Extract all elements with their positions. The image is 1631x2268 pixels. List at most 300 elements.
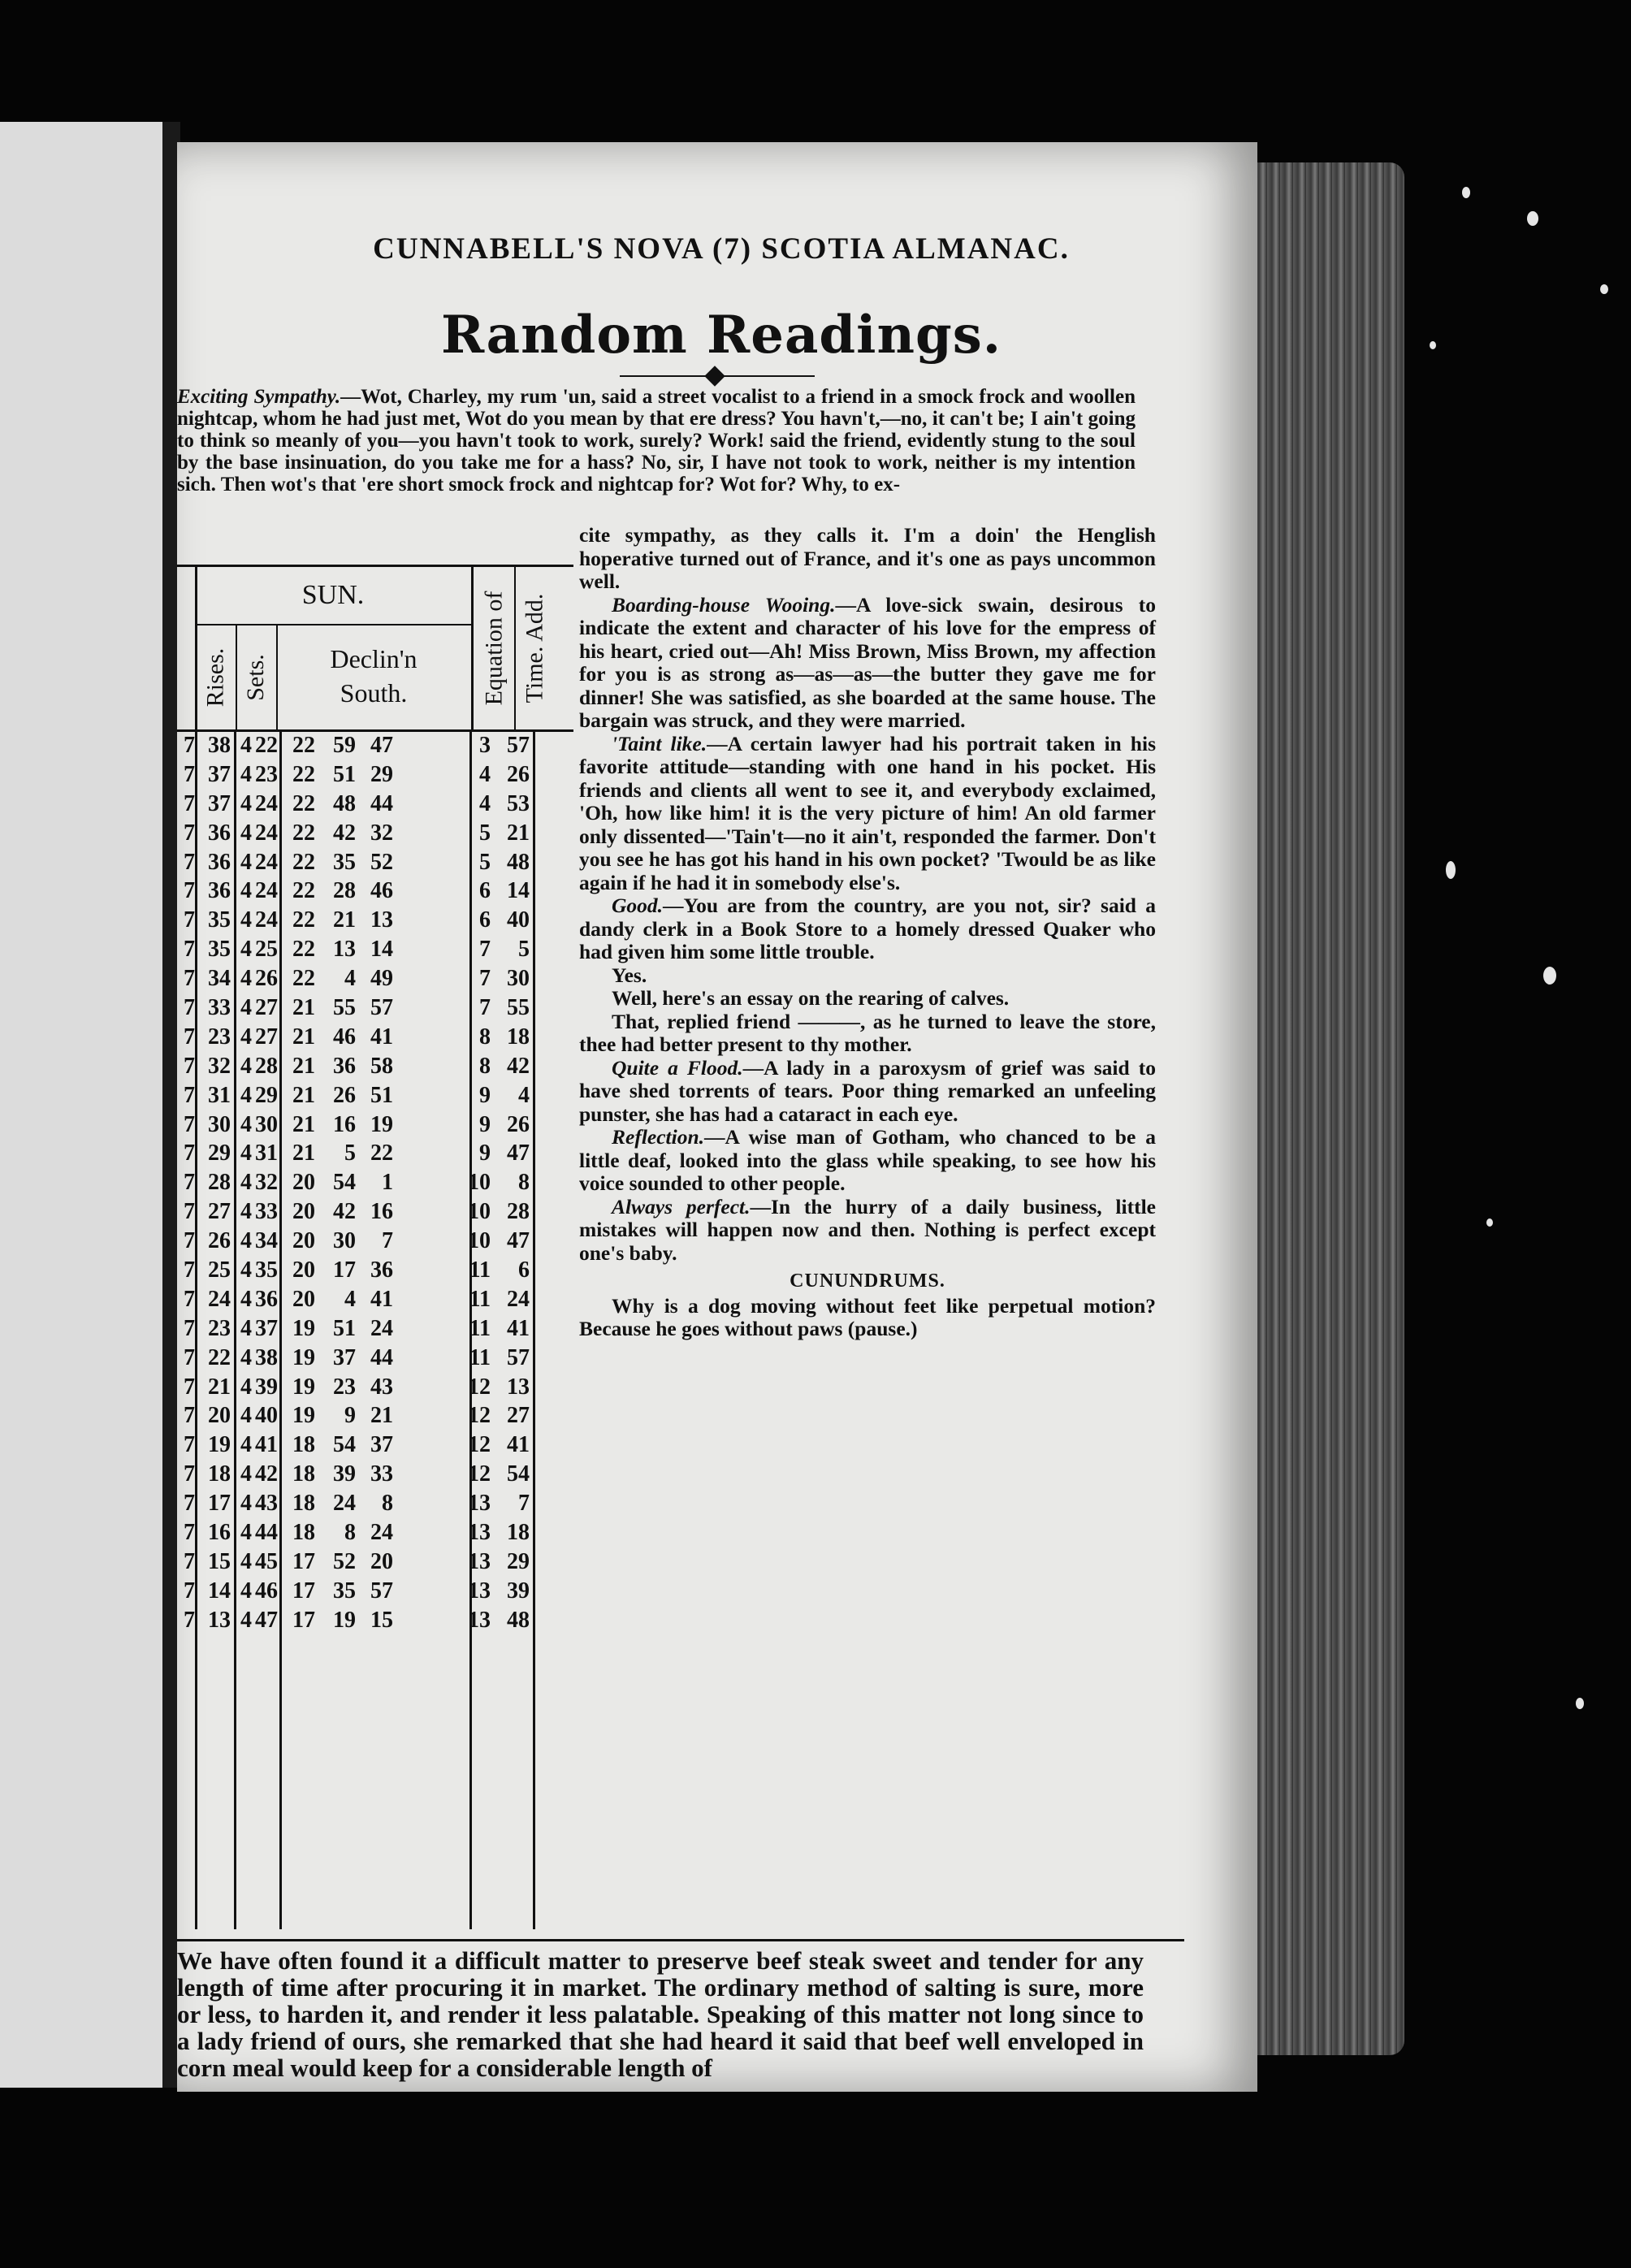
table-cell: 25 bbox=[255, 937, 278, 963]
table-cell: 47 bbox=[507, 1228, 530, 1254]
table-cell: 7 bbox=[184, 761, 195, 787]
table-row bbox=[177, 964, 573, 993]
table-cell: 29 bbox=[370, 761, 393, 787]
table-cell: 46 bbox=[370, 878, 393, 904]
table-row bbox=[177, 790, 573, 819]
table-cell: 21 bbox=[208, 1374, 231, 1400]
table-cell: 33 bbox=[255, 1199, 278, 1225]
table-cell: 21 bbox=[292, 1140, 315, 1166]
table-row bbox=[177, 760, 573, 790]
table-cell: 11 bbox=[469, 1286, 491, 1312]
table-cell: 22 bbox=[292, 820, 315, 846]
table-cell: 47 bbox=[370, 733, 393, 758]
table-cell: 27 bbox=[208, 1199, 231, 1225]
table-cell: 24 bbox=[255, 849, 278, 875]
table-cell: 14 bbox=[370, 937, 393, 963]
table-cell: 7 bbox=[184, 1140, 195, 1166]
table-cell: 24 bbox=[255, 820, 278, 846]
table-cell: 10 bbox=[468, 1170, 491, 1196]
table-cell: 18 bbox=[292, 1461, 315, 1487]
sun-table-header bbox=[177, 565, 573, 732]
dust-speck bbox=[1486, 1218, 1493, 1227]
table-cell: 22 bbox=[255, 733, 278, 758]
table-row bbox=[177, 1547, 573, 1577]
table-cell: 40 bbox=[507, 907, 530, 933]
table-cell: 13 bbox=[507, 1374, 530, 1400]
table-cell: 5 bbox=[344, 1140, 356, 1166]
table-row bbox=[177, 1460, 573, 1489]
story-good: Good.—You are from the country, are you not, sir? said a dandy clerk in a Book Store to a homely dressed Quaker who had given him some little trouble. bbox=[579, 894, 1156, 963]
table-cell: 1 bbox=[382, 1170, 393, 1196]
table-cell: 13 bbox=[468, 1578, 491, 1604]
table-cell: 4 bbox=[240, 820, 252, 846]
table-cell: 44 bbox=[255, 1520, 278, 1546]
table-cell: 7 bbox=[184, 1199, 195, 1225]
table-cell: 7 bbox=[184, 1082, 195, 1108]
table-cell: 6 bbox=[479, 878, 491, 904]
table-cell: 29 bbox=[208, 1140, 231, 1166]
ornament-diamond-icon bbox=[704, 366, 725, 386]
table-cell: 41 bbox=[370, 1286, 393, 1312]
table-row bbox=[177, 1139, 573, 1168]
table-cell: 55 bbox=[507, 995, 530, 1021]
table-cell: 5 bbox=[479, 849, 491, 875]
table-cell: 13 bbox=[208, 1607, 231, 1633]
table-cell: 4 bbox=[240, 907, 252, 933]
story-reflection: Reflection.—A wise man of Gotham, who chanced to be a little deaf, looked into the glass while speaking, to see how his voice sounded to other people. bbox=[579, 1125, 1156, 1195]
table-cell: 7 bbox=[184, 1374, 195, 1400]
table-cell: 29 bbox=[255, 1082, 278, 1108]
table-cell: 47 bbox=[507, 1140, 530, 1166]
almanac-page bbox=[177, 142, 1257, 2092]
table-cell: 7 bbox=[184, 1024, 195, 1050]
table-cell: 47 bbox=[255, 1607, 278, 1633]
table-cell: 7 bbox=[184, 1461, 195, 1487]
table-cell: 39 bbox=[333, 1461, 356, 1487]
table-cell: 4 bbox=[240, 1403, 252, 1429]
table-cell: 12 bbox=[468, 1461, 491, 1487]
table-cell: 7 bbox=[184, 820, 195, 846]
table-cell: 20 bbox=[292, 1170, 315, 1196]
table-cell: 22 bbox=[208, 1344, 231, 1370]
sun-table-rows bbox=[177, 731, 573, 1635]
table-cell: 43 bbox=[255, 1491, 278, 1517]
table-row bbox=[177, 731, 573, 760]
table-cell: 17 bbox=[292, 1578, 315, 1604]
table-cell: 7 bbox=[184, 907, 195, 933]
table-row bbox=[177, 1197, 573, 1227]
story-essay: Well, here's an essay on the rearing of calves. bbox=[612, 986, 1010, 1010]
table-row bbox=[177, 1168, 573, 1197]
table-cell: 7 bbox=[184, 790, 195, 816]
table-cell: 7 bbox=[184, 1548, 195, 1574]
table-cell: 12 bbox=[468, 1403, 491, 1429]
table-cell: 7 bbox=[184, 1170, 195, 1196]
table-row bbox=[177, 1373, 573, 1402]
table-cell: 4 bbox=[240, 1199, 252, 1225]
table-cell: 57 bbox=[370, 995, 393, 1021]
table-cell: 38 bbox=[208, 733, 231, 758]
table-cell: 35 bbox=[255, 1257, 278, 1283]
table-row bbox=[177, 1023, 573, 1052]
conundrums-heading: CUNUNDRUMS. bbox=[790, 1270, 945, 1292]
table-cell: 59 bbox=[333, 733, 356, 758]
table-cell: 4 bbox=[240, 966, 252, 992]
table-cell: 4 bbox=[240, 1491, 252, 1517]
table-cell: 6 bbox=[479, 907, 491, 933]
table-cell: 7 bbox=[479, 966, 491, 992]
table-cell: 42 bbox=[333, 1199, 356, 1225]
table-cell: 22 bbox=[370, 1140, 393, 1166]
table-cell: 39 bbox=[255, 1374, 278, 1400]
sun-heading: SUN. bbox=[195, 567, 471, 625]
table-cell: 29 bbox=[507, 1548, 530, 1574]
table-cell: 22 bbox=[292, 878, 315, 904]
dust-speck bbox=[1527, 211, 1538, 226]
table-cell: 7 bbox=[184, 1053, 195, 1079]
table-cell: 18 bbox=[292, 1491, 315, 1517]
table-cell: 21 bbox=[333, 907, 356, 933]
table-cell: 36 bbox=[208, 849, 231, 875]
story-flood: Quite a Flood.—A lady in a paroxysm of grief was said to have shed torrents of tears. Poor thing remarked an unfeeling punster, she has had a cataract in each eye. bbox=[579, 1055, 1156, 1126]
declination-label: Declin'n bbox=[330, 644, 417, 673]
table-cell: 51 bbox=[333, 761, 356, 787]
table-cell: 35 bbox=[333, 1578, 356, 1604]
table-cell: 20 bbox=[292, 1257, 315, 1283]
table-cell: 32 bbox=[208, 1053, 231, 1079]
table-cell: 40 bbox=[255, 1403, 278, 1429]
table-cell: 54 bbox=[333, 1432, 356, 1458]
rises-header: Rises. bbox=[195, 625, 237, 729]
table-cell: 4 bbox=[240, 937, 252, 963]
declination-sublabel: South. bbox=[340, 678, 408, 708]
table-cell: 51 bbox=[333, 1315, 356, 1341]
table-cell: 30 bbox=[333, 1228, 356, 1254]
table-cell: 7 bbox=[184, 937, 195, 963]
table-row bbox=[177, 1227, 573, 1256]
table-row bbox=[177, 1577, 573, 1606]
table-cell: 28 bbox=[208, 1170, 231, 1196]
table-row bbox=[177, 1110, 573, 1140]
table-cell: 41 bbox=[370, 1024, 393, 1050]
table-cell: 4 bbox=[240, 1315, 252, 1341]
table-cell: 21 bbox=[292, 1053, 315, 1079]
table-cell: 18 bbox=[292, 1432, 315, 1458]
table-cell: 19 bbox=[370, 1111, 393, 1137]
table-cell: 26 bbox=[255, 966, 278, 992]
table-cell: 30 bbox=[208, 1111, 231, 1137]
story-taint-like: 'Taint like.—A certain lawyer had his portrait taken in his favorite attitude—standing with one hand in his pocket. His friends and clients all went to see it, and everybody exclaimed, 'Oh, how like him! it is the very picture of him! An old farmer only dissented—'Tain't—no it ain't, responded the farmer. Don't you see he has got his hand in his own pocket? 'Twould be as like again if he had it in somebody else's. bbox=[579, 731, 1156, 894]
table-cell: 22 bbox=[292, 761, 315, 787]
story-always-perfect: Always perfect.—In the hurry of a daily business, little mistakes will happen now and then. Nothing is perfect except one's baby. bbox=[579, 1194, 1156, 1265]
table-row bbox=[177, 935, 573, 964]
table-cell: 31 bbox=[255, 1140, 278, 1166]
table-cell: 27 bbox=[507, 1403, 530, 1429]
table-cell: 24 bbox=[255, 907, 278, 933]
table-cell: 10 bbox=[468, 1228, 491, 1254]
table-cell: 4 bbox=[240, 1053, 252, 1079]
table-cell: 37 bbox=[370, 1432, 393, 1458]
story-that-replied: That, replied friend ———, as he turned to leave the store, thee had better present to thy mother. bbox=[579, 1009, 1156, 1056]
table-cell: 24 bbox=[370, 1315, 393, 1341]
table-cell: 26 bbox=[333, 1082, 356, 1108]
table-cell: 31 bbox=[208, 1082, 231, 1108]
table-cell: 46 bbox=[333, 1024, 356, 1050]
table-cell: 18 bbox=[507, 1024, 530, 1050]
table-cell: 30 bbox=[255, 1111, 278, 1137]
table-cell: 4 bbox=[240, 1461, 252, 1487]
table-cell: 23 bbox=[208, 1315, 231, 1341]
table-cell: 44 bbox=[370, 790, 393, 816]
table-cell: 22 bbox=[292, 907, 315, 933]
table-cell: 25 bbox=[208, 1257, 231, 1283]
table-cell: 18 bbox=[292, 1520, 315, 1546]
story-yes: Yes. bbox=[612, 963, 647, 987]
table-cell: 24 bbox=[208, 1286, 231, 1312]
table-cell: 28 bbox=[333, 878, 356, 904]
table-cell: 36 bbox=[255, 1286, 278, 1312]
table-cell: 30 bbox=[507, 966, 530, 992]
table-cell: 36 bbox=[208, 820, 231, 846]
intro-lead: Exciting Sympathy. bbox=[177, 386, 341, 408]
time-add-label: Time. Add. bbox=[521, 593, 548, 703]
table-cell: 28 bbox=[507, 1199, 530, 1225]
table-cell: 4 bbox=[240, 1286, 252, 1312]
table-cell: 4 bbox=[240, 1344, 252, 1370]
table-cell: 8 bbox=[382, 1491, 393, 1517]
table-cell: 35 bbox=[208, 937, 231, 963]
table-cell: 37 bbox=[255, 1315, 278, 1341]
table-cell: 26 bbox=[208, 1228, 231, 1254]
table-cell: 20 bbox=[292, 1286, 315, 1312]
table-cell: 4 bbox=[344, 1286, 356, 1312]
table-cell: 45 bbox=[255, 1548, 278, 1574]
table-cell: 37 bbox=[208, 790, 231, 816]
table-row bbox=[177, 1052, 573, 1081]
table-cell: 7 bbox=[184, 1111, 195, 1137]
table-cell: 4 bbox=[240, 995, 252, 1021]
table-cell: 19 bbox=[208, 1432, 231, 1458]
table-cell: 7 bbox=[184, 1578, 195, 1604]
table-cell: 24 bbox=[370, 1520, 393, 1546]
table-cell: 7 bbox=[184, 1228, 195, 1254]
table-cell: 46 bbox=[255, 1578, 278, 1604]
table-cell: 37 bbox=[208, 761, 231, 787]
table-cell: 4 bbox=[479, 790, 491, 816]
table-row bbox=[177, 1518, 573, 1547]
table-cell: 7 bbox=[184, 1315, 195, 1341]
table-cell: 42 bbox=[333, 820, 356, 846]
equation-header bbox=[471, 567, 555, 729]
table-row bbox=[177, 993, 573, 1023]
table-cell: 58 bbox=[370, 1053, 393, 1079]
table-cell: 16 bbox=[370, 1199, 393, 1225]
table-row bbox=[177, 1314, 573, 1344]
dust-speck bbox=[1576, 1698, 1584, 1709]
table-cell: 39 bbox=[507, 1578, 530, 1604]
table-cell: 4 bbox=[240, 1257, 252, 1283]
table-cell: 42 bbox=[507, 1053, 530, 1079]
table-cell: 26 bbox=[507, 761, 530, 787]
table-cell: 34 bbox=[208, 966, 231, 992]
table-cell: 7 bbox=[184, 1344, 195, 1370]
table-cell: 37 bbox=[333, 1344, 356, 1370]
table-row bbox=[177, 1606, 573, 1635]
table-cell: 4 bbox=[240, 733, 252, 758]
dust-speck bbox=[1430, 341, 1436, 349]
table-cell: 14 bbox=[507, 878, 530, 904]
table-row bbox=[177, 906, 573, 935]
table-cell: 7 bbox=[479, 937, 491, 963]
table-cell: 33 bbox=[208, 995, 231, 1021]
title-ornament bbox=[620, 374, 815, 379]
table-cell: 48 bbox=[507, 1607, 530, 1633]
stories-column bbox=[579, 524, 1156, 1341]
table-cell: 4 bbox=[240, 1024, 252, 1050]
table-cell: 4 bbox=[240, 1111, 252, 1137]
dust-speck bbox=[1543, 967, 1556, 985]
table-cell: 27 bbox=[255, 995, 278, 1021]
table-cell: 5 bbox=[518, 937, 530, 963]
table-cell: 4 bbox=[344, 966, 356, 992]
table-cell: 44 bbox=[370, 1344, 393, 1370]
table-cell: 8 bbox=[479, 1053, 491, 1079]
dust-speck bbox=[1446, 861, 1456, 879]
table-cell: 7 bbox=[479, 995, 491, 1021]
table-cell: 9 bbox=[479, 1111, 491, 1137]
table-cell: 4 bbox=[240, 1578, 252, 1604]
table-cell: 11 bbox=[469, 1315, 491, 1341]
running-head: CUNNABELL'S NOVA (7) SCOTIA ALMANAC. bbox=[373, 232, 1070, 266]
table-cell: 4 bbox=[240, 790, 252, 816]
table-cell: 4 bbox=[240, 1548, 252, 1574]
table-cell: 38 bbox=[255, 1344, 278, 1370]
footer-paragraph: We have often found it a difficult matter to preserve beef steak sweet and tender for any length of time after procuring it in market. The ordinary method of salting is sure, more or less, to harden it, and render it less palatable. Speaking of this matter not long since to a lady friend of ours, she remarked that she had heard it said that beef well enveloped in corn meal would keep for a considerable length of bbox=[177, 1946, 1144, 2082]
table-cell: 21 bbox=[507, 820, 530, 846]
table-cell: 18 bbox=[507, 1520, 530, 1546]
table-cell: 9 bbox=[479, 1082, 491, 1108]
table-cell: 52 bbox=[333, 1548, 356, 1574]
table-cell: 15 bbox=[208, 1548, 231, 1574]
table-cell: 55 bbox=[333, 995, 356, 1021]
table-cell: 28 bbox=[255, 1053, 278, 1079]
table-cell: 7 bbox=[184, 849, 195, 875]
table-cell: 24 bbox=[255, 878, 278, 904]
table-cell: 36 bbox=[370, 1257, 393, 1283]
table-cell: 7 bbox=[518, 1491, 530, 1517]
table-row bbox=[177, 819, 573, 848]
table-cell: 4 bbox=[240, 1607, 252, 1633]
table-cell: 4 bbox=[240, 1432, 252, 1458]
table-cell: 42 bbox=[255, 1461, 278, 1487]
table-cell: 21 bbox=[292, 1082, 315, 1108]
table-cell: 53 bbox=[507, 790, 530, 816]
table-cell: 12 bbox=[468, 1374, 491, 1400]
table-cell: 41 bbox=[507, 1315, 530, 1341]
declination-header bbox=[276, 625, 471, 729]
table-cell: 7 bbox=[184, 1432, 195, 1458]
story-paragraph: cite sympathy, as they calls it. I'm a doin' the Henglish hoperative turned out of France, and it's one as pays uncommon well. bbox=[579, 523, 1156, 593]
table-cell: 6 bbox=[518, 1257, 530, 1283]
table-cell: 17 bbox=[333, 1257, 356, 1283]
table-row bbox=[177, 1081, 573, 1110]
table-cell: 41 bbox=[507, 1432, 530, 1458]
table-cell: 7 bbox=[184, 1491, 195, 1517]
table-cell: 19 bbox=[292, 1344, 315, 1370]
intro-text: —Wot, Charley, my rum 'un, said a street vocalist to a friend in a smock frock and woollen nightcap, whom he had just met, Wot do you mean by that ere dress? You havn't,—no, it can't be; I ain't going to think so meanly of you—you havn't took to work, surely? Work! said the friend, evidently stung to the soul by the base insinuation, do you take me for a hass? No, sir, I have not took to work, neither is my intention sich. Then wot's that 'ere short smock frock and nightcap for? Wot for? Why, to ex- bbox=[177, 386, 1136, 496]
table-cell: 13 bbox=[468, 1520, 491, 1546]
table-cell: 54 bbox=[333, 1170, 356, 1196]
table-cell: 7 bbox=[184, 995, 195, 1021]
table-cell: 18 bbox=[208, 1461, 231, 1487]
table-cell: 33 bbox=[370, 1461, 393, 1487]
table-cell: 21 bbox=[292, 1111, 315, 1137]
table-cell: 11 bbox=[469, 1257, 491, 1283]
table-cell: 35 bbox=[333, 849, 356, 875]
table-cell: 4 bbox=[240, 1520, 252, 1546]
table-row bbox=[177, 1430, 573, 1460]
table-cell: 17 bbox=[208, 1491, 231, 1517]
table-row bbox=[177, 876, 573, 906]
table-cell: 12 bbox=[468, 1432, 491, 1458]
table-cell: 32 bbox=[370, 820, 393, 846]
table-cell: 9 bbox=[344, 1403, 356, 1429]
table-cell: 21 bbox=[370, 1403, 393, 1429]
table-cell: 4 bbox=[240, 1140, 252, 1166]
table-cell: 49 bbox=[370, 966, 393, 992]
table-cell: 7 bbox=[184, 966, 195, 992]
table-cell: 24 bbox=[333, 1491, 356, 1517]
table-cell: 22 bbox=[292, 966, 315, 992]
table-cell: 41 bbox=[255, 1432, 278, 1458]
equation-label: Equation of bbox=[480, 591, 507, 706]
table-cell: 17 bbox=[292, 1548, 315, 1574]
table-cell: 22 bbox=[292, 733, 315, 758]
table-cell: 7 bbox=[184, 1607, 195, 1633]
table-cell: 11 bbox=[469, 1344, 491, 1370]
table-row bbox=[177, 1344, 573, 1373]
table-cell: 23 bbox=[255, 761, 278, 787]
table-cell: 22 bbox=[292, 849, 315, 875]
table-cell: 36 bbox=[333, 1053, 356, 1079]
table-cell: 8 bbox=[479, 1024, 491, 1050]
table-cell: 15 bbox=[370, 1607, 393, 1633]
section-rule bbox=[177, 1939, 1184, 1941]
page-title: Random Readings. bbox=[440, 305, 1002, 366]
table-cell: 13 bbox=[468, 1607, 491, 1633]
table-cell: 34 bbox=[255, 1228, 278, 1254]
table-cell: 54 bbox=[507, 1461, 530, 1487]
table-row bbox=[177, 1489, 573, 1518]
table-cell: 13 bbox=[370, 907, 393, 933]
table-cell: 8 bbox=[344, 1520, 356, 1546]
table-cell: 3 bbox=[479, 733, 491, 758]
table-cell: 35 bbox=[208, 907, 231, 933]
table-row bbox=[177, 1285, 573, 1314]
table-cell: 32 bbox=[255, 1170, 278, 1196]
table-cell: 20 bbox=[292, 1199, 315, 1225]
table-cell: 23 bbox=[333, 1374, 356, 1400]
table-cell: 4 bbox=[240, 761, 252, 787]
table-cell: 19 bbox=[292, 1403, 315, 1429]
table-cell: 13 bbox=[333, 937, 356, 963]
table-cell: 13 bbox=[468, 1548, 491, 1574]
table-cell: 21 bbox=[292, 1024, 315, 1050]
table-cell: 16 bbox=[333, 1111, 356, 1137]
table-cell: 5 bbox=[479, 820, 491, 846]
table-cell: 4 bbox=[240, 878, 252, 904]
table-cell: 24 bbox=[255, 790, 278, 816]
